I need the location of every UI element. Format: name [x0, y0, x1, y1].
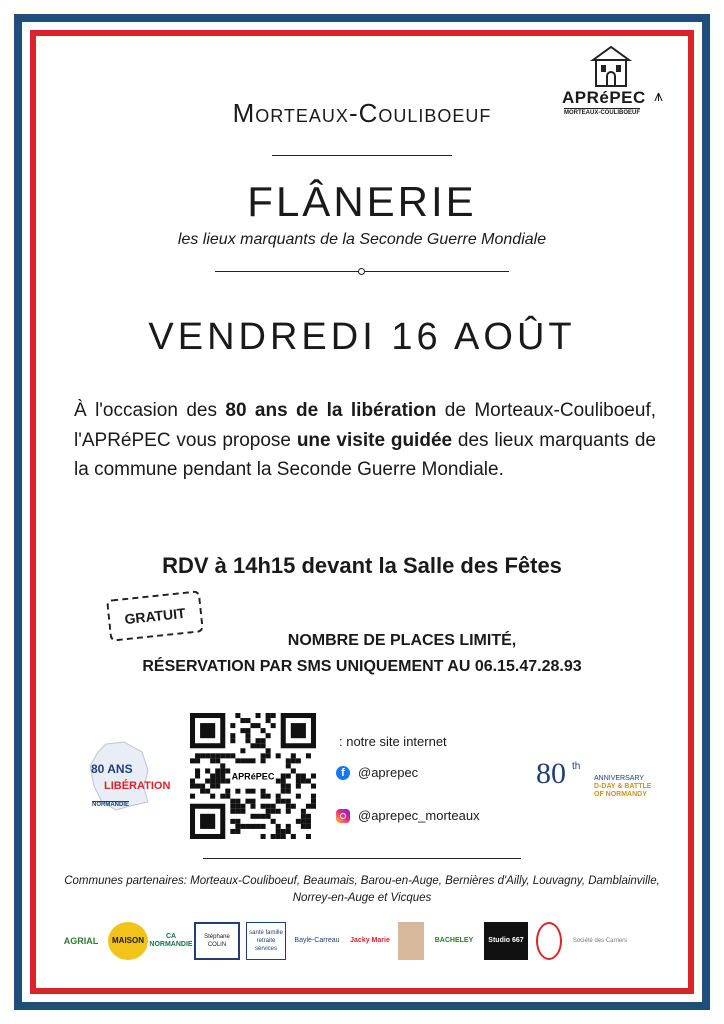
instagram-handle[interactable]	[336, 808, 480, 823]
desc-part-1: À l'occasion des	[74, 400, 226, 421]
desc-part-3: des lieux marquants de la commune pendant la Seconde Guerre Mondiale.	[74, 429, 656, 480]
town-heading: Morteaux-Couliboeuf	[232, 98, 492, 128]
places-info	[0, 628, 724, 680]
qr-code-image	[190, 713, 316, 839]
sponsor-logo	[536, 922, 562, 960]
dday-suffix: th	[572, 761, 581, 772]
liberation-80-logo	[86, 740, 178, 820]
divider-dot	[358, 268, 365, 275]
liberation-line-2: LIBÉRATION	[104, 780, 171, 792]
qr-code[interactable]	[190, 713, 316, 839]
desc-part-2: de Morteaux-Couliboeuf, l'APRéPEC vous propose	[74, 400, 657, 451]
sponsor-logo: Bayle-Carreau	[294, 937, 340, 944]
sponsor-logo	[398, 922, 424, 960]
divider-top	[272, 155, 452, 156]
facebook-text: @aprepec	[358, 765, 419, 780]
sponsor-logo: Studio 667	[484, 922, 528, 960]
logo-underline-text: MORTEAUX-COULIBOEUF	[564, 110, 640, 116]
places-line-1: NOMBRE DE PLACES LIMITÉ,	[287, 632, 517, 649]
desc-bold-1: 80 ans de la libération	[225, 400, 437, 421]
dday-line-2: D-DAY & BATTLE	[594, 783, 652, 790]
partner-communes: Communes partenaires: Morteaux-Couliboeuf, Beaumais, Barou-en-Auge, Bernières d'Ailly, Louvagny, Damblainville, Norrey-en-Auge et Vicques	[64, 875, 660, 904]
dday-80th-logo	[532, 757, 656, 805]
page-subtitle: les lieux marquants de la Seconde Guerre Mondiale	[177, 231, 547, 248]
sponsor-logo: Société des Carriers	[572, 938, 628, 944]
facebook-handle[interactable]	[336, 765, 418, 780]
instagram-icon	[336, 809, 350, 823]
dday-number: 80	[536, 757, 566, 790]
page-title: FLÂNERIE	[247, 178, 477, 225]
facebook-icon: f	[336, 766, 350, 780]
sponsor-logo: BACHELEY	[434, 937, 474, 944]
sponsor-logo: AGRIAL	[63, 936, 99, 946]
desc-bold-2: une visite guidée	[296, 429, 453, 451]
event-date: VENDREDI 16 AOÛT	[148, 316, 576, 358]
compass-icon: ⩚	[654, 88, 664, 105]
dday-line-1: ANNIVERSARY	[594, 775, 645, 782]
qr-center-label: APRéPEC	[231, 771, 275, 782]
house-icon	[589, 44, 633, 88]
event-description	[74, 396, 656, 485]
sponsor-logo: CA NORMANDIE	[149, 933, 193, 948]
liberation-line-3: NORMANDIE	[92, 802, 129, 808]
divider-bottom	[203, 858, 521, 859]
sponsor-logo: santé famille retraite services	[246, 922, 286, 960]
dday-line-3: OF NORMANDY	[594, 791, 647, 798]
free-badge: GRATUIT	[106, 590, 204, 642]
instagram-text: @aprepec_morteaux	[358, 808, 480, 823]
logo-brand: APRéPEC	[562, 88, 646, 107]
rdv-info: RDV à 14h15 devant la Salle des Fêtes	[162, 553, 562, 578]
places-line-2: RÉSERVATION PAR SMS UNIQUEMENT AU 06.15.47.28.93	[142, 658, 582, 675]
liberation-line-1: 80 ANS	[91, 762, 133, 776]
sponsor-logo: MAISON	[108, 922, 148, 960]
sponsor-logo: Stéphane COLIN	[194, 922, 240, 960]
sponsor-logos	[60, 922, 664, 962]
inner-red-frame	[30, 30, 694, 994]
sponsor-logo: Jacky Marie	[350, 937, 390, 944]
website-label: : notre site internet	[339, 734, 447, 749]
